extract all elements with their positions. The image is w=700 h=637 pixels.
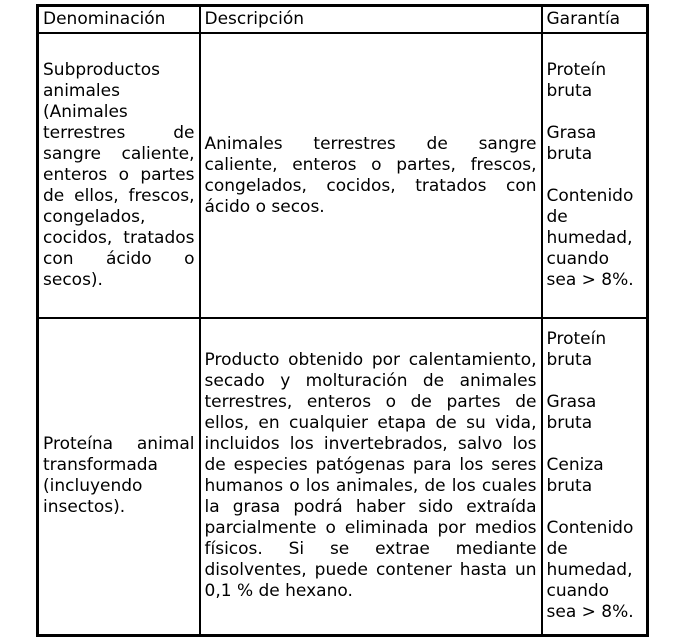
cell-denominacion: Proteína animal transformada (incluyendo insectos). [38, 318, 200, 635]
garantia-item: Ceniza bruta [546, 455, 604, 497]
garantia-item: Proteín bruta [546, 60, 607, 101]
garantia-item: Contenido de humedad, cuando sea > 8%. [546, 518, 634, 623]
garantia-item: Proteín bruta [546, 329, 607, 371]
feed-materials-table [36, 4, 649, 637]
table-header-row [38, 6, 648, 34]
cell-descripcion: Producto obtenido por calentamiento, secado y molturación de animales terrestres, enteros o de partes de ellos, en cualquier etapa de su vida, incluidos los invertebrados, salvo los de especies patógenas para los seres humanos o los animales, de los cuales la grasa podrá haber sido extraída parcialmente o eliminada por medios físicos. Si se extrae mediante disolventes, puede contener hasta un 0,1 % de hexano. [200, 318, 542, 635]
cell-descripcion: Animales terrestres de sangre caliente, enteros o partes, frescos, congelados, cocidos, tratados con ácido o secos. [200, 33, 542, 318]
cell-denominacion: Subproductos animales (Animales terrestres de sangre caliente, enteros o partes de ellos, frescos, congelados, cocidos, tratados con ácido o secos). [38, 33, 200, 318]
garantia-item: Grasa bruta [546, 392, 597, 434]
header-denominacion: Denominación [38, 6, 200, 34]
table-row-subproductos [38, 33, 648, 318]
cell-garantia [542, 318, 648, 635]
table-row-proteina [38, 318, 648, 635]
garantia-item: Grasa bruta [546, 123, 597, 164]
header-descripcion: Descripción [200, 6, 542, 34]
cell-garantia [542, 33, 648, 318]
garantia-item: Contenido de humedad, cuando sea > 8%. [546, 186, 634, 290]
header-garantia: Garantía [542, 6, 648, 34]
